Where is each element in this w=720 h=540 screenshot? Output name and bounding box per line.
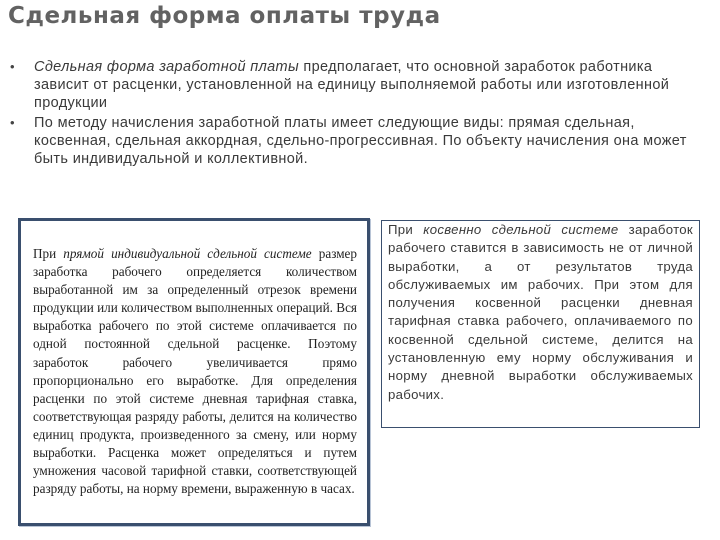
direct-box-body: размер заработка рабочего определяется количеством выработанной им за определенный отрезок времени продукции или количеством выполненных операций. Вся выработка рабочего по этой системе оплачивается по одной постоянной сдельной расценке. Поэтому заработок рабочего увеличивается прямо пропорционально его выработке. Для определения расценки по этой системе дневная тарифная ставка, соответствующая разряду работы, делится на количество единиц продукта, произведенного за смену, или норму выработки. Расценка может определяться и путем умножения часовой тарифной ставки, соответствующей разряду работы, на норму времени, выраженную в часах. xyxy=(33,246,358,497)
indirect-piecework-textbox xyxy=(381,220,700,428)
page-title: Сдельная форма оплаты труда xyxy=(8,3,441,29)
bullet-list xyxy=(10,58,700,168)
bullet-item-definition xyxy=(10,58,700,112)
direct-box-intro: При xyxy=(33,246,64,261)
bullet-item-types xyxy=(10,114,700,168)
indirect-box-emphasis: косвенно сдельной системе xyxy=(423,222,619,237)
direct-box-emphasis: прямой индивидуальной сдельной системе xyxy=(63,246,312,261)
indirect-box-intro: При xyxy=(388,222,424,237)
bullet-definition-text: предполагает, что основной заработок работника зависит от расценки, установленной на единицу выполняемой работы или изготовленной продукции xyxy=(34,59,670,111)
indirect-box-body: заработок рабочего ставится в зависимость не от личной выработки, а от результатов труда обслуживаемых им рабочих. При этом для получения косвенной расценки дневная тарифная ставка рабочего, оплачиваемого по косвенной сдельной системе, делится на установленную ему норму обслуживания и норму дневной выработки обслуживаемых рабочих. xyxy=(388,222,694,402)
bullet-types-text: По методу начисления заработной платы имеет следующие виды: прямая сдельная, косвенная, сдельная аккордная, сдельно-прогрессивная. По объекту начисления она может быть индивидуальной и коллективной. xyxy=(34,115,687,167)
bullet-term-emphasis: Сдельная форма заработной платы xyxy=(34,59,299,75)
direct-piecework-textbox xyxy=(18,218,370,526)
